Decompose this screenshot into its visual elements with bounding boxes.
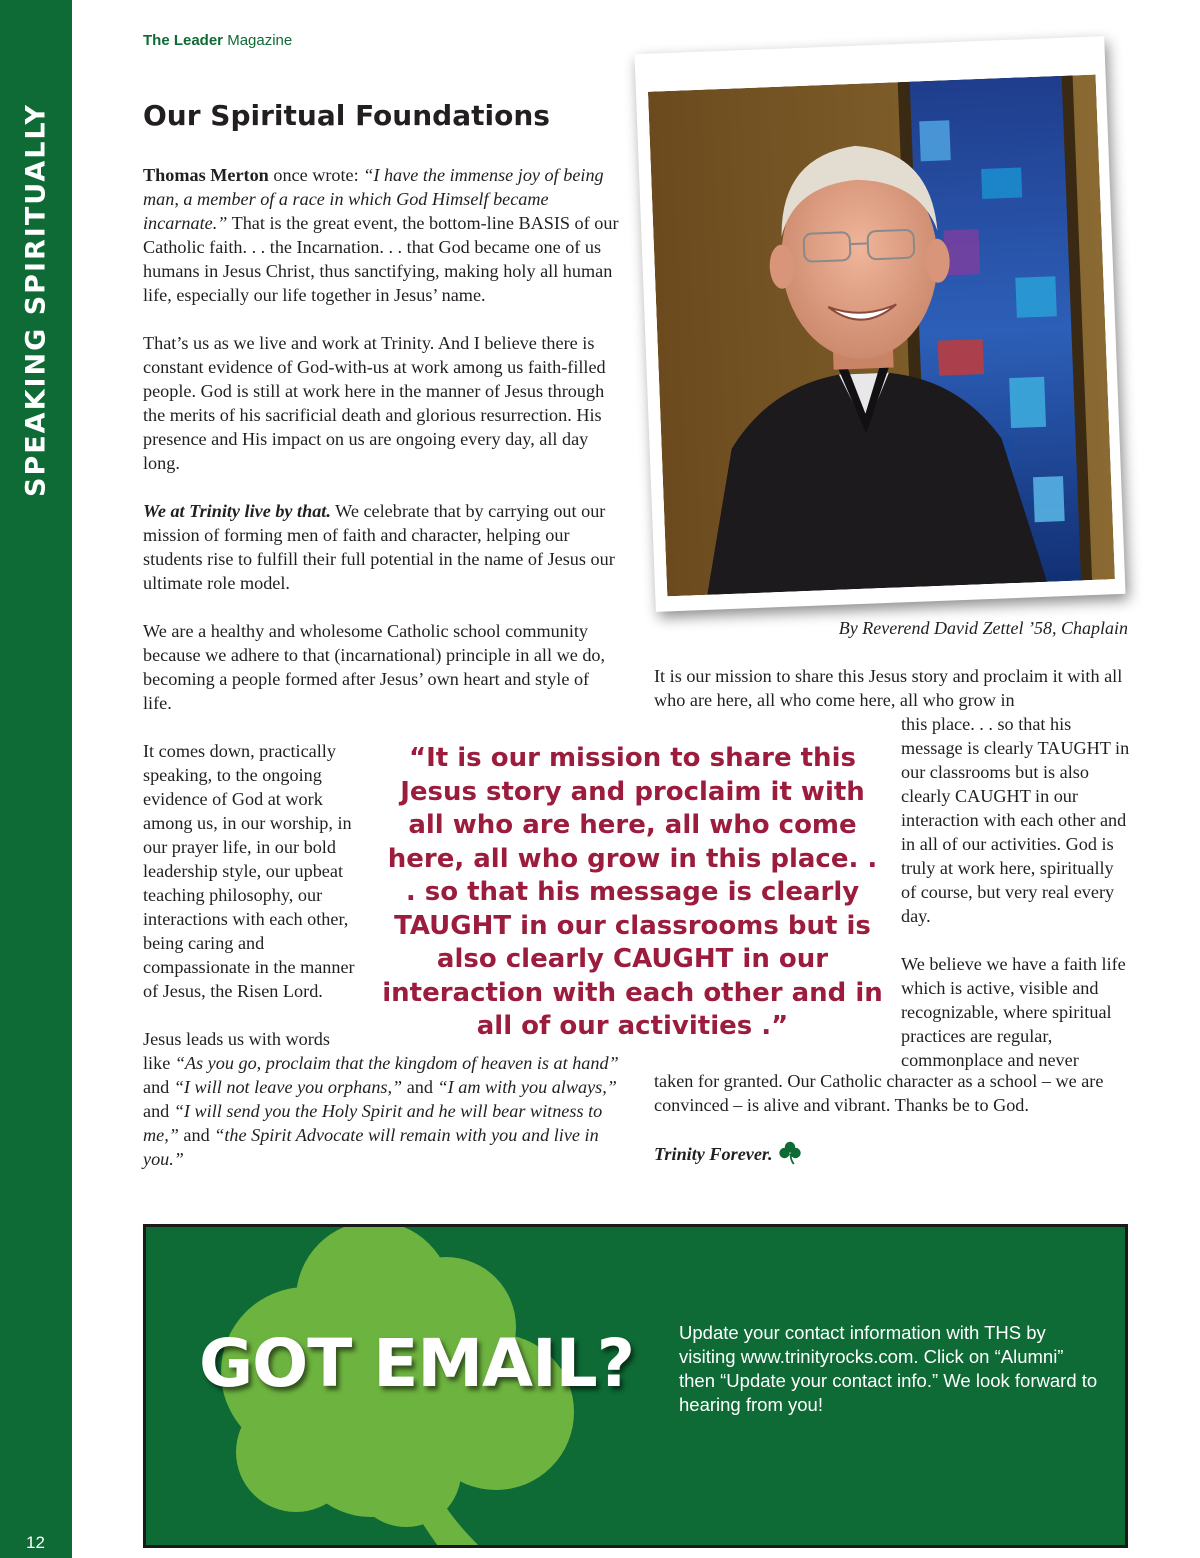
paragraph-3-rest: We celebrate that by carrying out our mission of forming men of faith and character, helping our students rise to fulfill their full potential in the name of Jesus our ultimate role model. [143,501,615,593]
masthead-brand: The Leader [143,32,224,49]
paragraph-4: We are a healthy and wholesome Catholic school community because we adhere to that (incarnational) principle in all we do, becoming a people formed after Jesus’ own heart and style of life. [143,621,606,713]
paragraph-5: It comes down, practically speaking, to the ongoing evidence of God at work among us, in our worship, in our prayer life, in our bold leadership style, our upbeat teaching philosophy, our interactions with each other, being caring and compassionate in the manner of Jesus, the Risen Lord. [143,741,355,1001]
quoted-author: Thomas Merton [143,165,269,185]
page-title: Our Spiritual Foundations [143,99,550,132]
pull-quote: “It is our mission to share this Jesus story and proclaim it with all who are here, all who come here, all who grow in this place. . . so that his message is clearly TAUGHT in our classrooms but is also clearly CAUGHT in our interaction with each other and in all of our activities .” [382,743,883,1041]
right-paragraph-1-lead: It is our mission to share this Jesus story and proclaim it with all who are here, all who come here, all who grow in [654,666,1123,710]
right-paragraph-1-rest: this place. . . so that his message is clearly TAUGHT in our classrooms but is also clearly CAUGHT in our interaction with each other and in all of our activities. God is truly at work here, spiritually of course, but very real every day. [901,714,1130,926]
signoff-text: Trinity Forever. [654,1144,773,1165]
scripture-quote: “I will send you the Holy Spirit and he will bear witness to me,” [143,1101,603,1145]
merton-quote: “I have the immense joy of being man, a member of a race in which God Himself became incarnate.” [143,165,604,233]
paragraph-3 [143,499,621,595]
section-title: SPEAKING SPIRITUALLY [20,103,52,497]
paragraph-1-rest: That is the great event, the bottom-line BASIS of our Catholic faith. . . the Incarnation. . . that God became one of us humans in Jesus Christ, thus sanctifying, making holy all human life, especially our life together in Jesus’ name. [143,213,619,305]
p6-text-d: and [143,1101,174,1121]
portrait-image [648,75,1115,597]
page-number: 12 [26,1533,45,1552]
paragraph-3-lead: We at Trinity live by that. [143,501,331,521]
sidebar [0,0,72,1558]
scripture-quote: “As you go, proclaim that the kingdom of heaven is at hand” [174,1053,619,1073]
ad-text: Update your contact information with THS by visiting www.trinityrocks.com. Click on “Alumni” then “Update your contact info.” We look forward to hearing from you! [679,1322,1098,1415]
scripture-quote: “I am with you always,” [437,1077,617,1097]
shamrock-icon [779,1141,801,1171]
ad-headline: GOT EMAIL? [199,1325,635,1402]
masthead-subtitle: Magazine [227,32,293,49]
paragraph-6-lead: Jesus leads us with words [143,1029,330,1049]
p6-text-c: and [402,1077,438,1097]
scripture-quote: “I will not leave you orphans,” [173,1077,403,1097]
right-column-narrow [901,712,1131,1072]
paragraph-1-intro: once wrote: [268,165,364,185]
p6-text-b: and [143,1077,174,1097]
right-paragraph-2-rest: taken for granted. Our Catholic character as a school – we are convinced – is alive and vibrant. Thanks be to God. [654,1071,1104,1115]
email-update-ad [143,1224,1128,1548]
byline: By Reverend David Zettel ’58, Chaplain [838,618,1128,638]
chaplain-photo [648,75,1115,597]
paragraph-1 [143,163,621,307]
scripture-quote: “the Spirit Advocate will remain with you and live in you.” [143,1125,599,1169]
signoff [654,1141,1129,1171]
paragraph-2: That’s us as we live and work at Trinity. And I believe there is constant evidence of God-with-us at work among us faith-filled people. God is still at work here in the manner of Jesus through the merits of his sacrificial death and glorious resurrection. His presence and His impact on us are ongoing every day, all day long. [143,333,606,473]
right-column-bottom [654,1069,1129,1171]
chaplain-photo-frame [634,36,1125,612]
p6-text-a: like [143,1053,175,1073]
masthead [143,32,292,49]
p6-text-e: and [178,1125,215,1145]
right-paragraph-2-lead: We believe we have a faith life which is active, visible and recognizable, where spiritual practices are regular, commonplace and never [901,954,1126,1070]
paragraph-6 [143,1051,621,1171]
